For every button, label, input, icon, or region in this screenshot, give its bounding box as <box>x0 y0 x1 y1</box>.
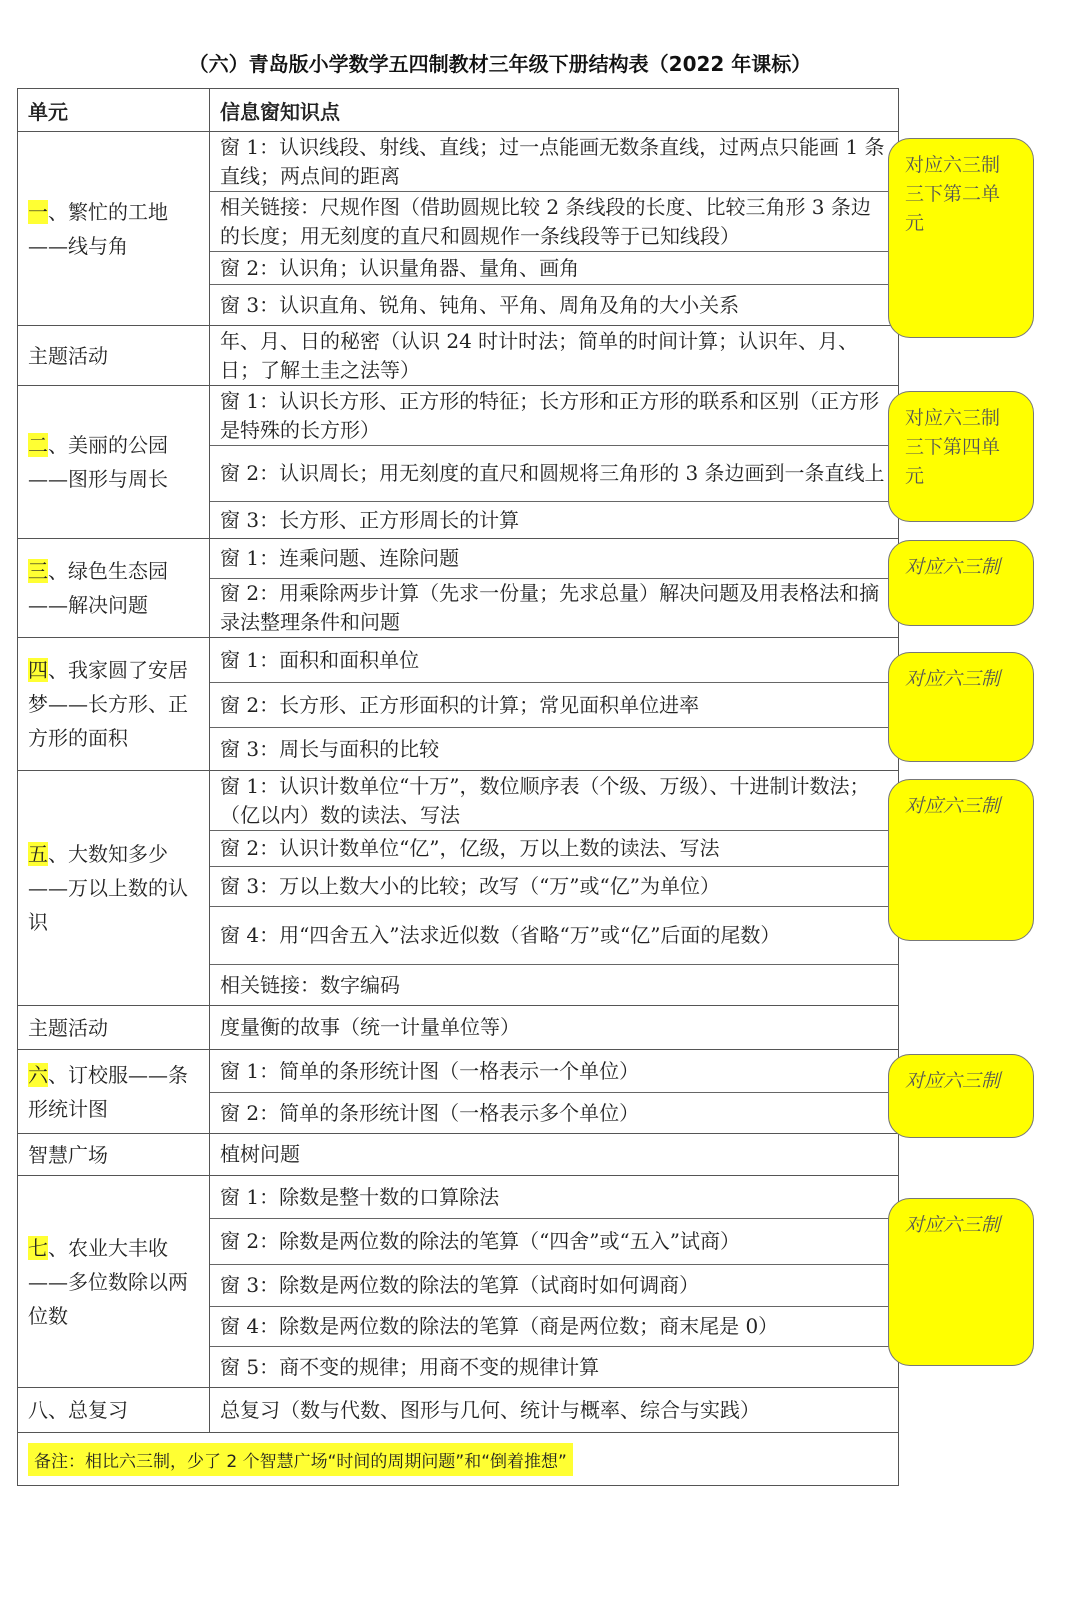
table-row <box>18 132 898 326</box>
unit-title: 主题活动 <box>28 1015 108 1040</box>
table-row <box>18 1388 898 1433</box>
unit-title: 八、总复习 <box>28 1398 128 1422</box>
remark-row <box>18 1433 898 1485</box>
knowledge-item: 窗 3：除数是两位数的除法的笔算（试商时如何调商） <box>210 1265 898 1307</box>
page-title: （六）青岛版小学数学五四制教材三年级下册结构表（2022 年课标） <box>188 52 812 76</box>
knowledge-item: 窗 3：周长与面积的比较 <box>220 736 440 761</box>
knowledge-list <box>210 132 898 325</box>
sticky-note: 对应六三制 <box>888 779 1034 941</box>
unit-name <box>18 1006 210 1049</box>
knowledge-item: 度量衡的故事（统一计量单位等） <box>220 1015 520 1039</box>
knowledge-item: 窗 1：面积和面积单位 <box>210 638 898 683</box>
unit-number: 七 <box>28 1235 48 1260</box>
table-row <box>18 539 898 638</box>
sticky-note: 对应六三制三下第四单元 <box>888 391 1034 522</box>
knowledge-item: 窗 2：认识周长；用无刻度的直尺和圆规将三角形的 3 条边画到一条直线上 <box>210 446 898 502</box>
unit-name <box>18 386 210 538</box>
unit-name <box>18 326 210 385</box>
unit-title: 、美丽的公园——图形与周长 <box>28 433 168 491</box>
table-row <box>18 1006 898 1050</box>
table-row <box>18 1176 898 1388</box>
unit-title: 智慧广场 <box>28 1142 108 1167</box>
unit-name-text <box>28 1393 203 1427</box>
unit-name-text <box>28 1011 203 1045</box>
unit-name-text <box>28 1058 203 1126</box>
table-row <box>18 1050 898 1134</box>
knowledge-item: 窗 2：长方形、正方形面积的计算；常见面积单位进率 <box>210 683 898 728</box>
unit-name <box>18 1176 210 1387</box>
knowledge-item: 窗 1：认识线段、射线、直线；过一点能画无数条直线，过两点只能画 1 条直线；两点间的距离 <box>210 132 898 192</box>
table-row <box>18 1134 898 1176</box>
unit-name <box>18 539 210 637</box>
unit-title: 、繁忙的工地——线与角 <box>28 199 168 258</box>
knowledge-list <box>210 386 898 538</box>
knowledge-list <box>210 539 898 637</box>
knowledge-item: 窗 2：除数是两位数的除法的笔算（“四舍”或“五入”试商） <box>210 1219 898 1265</box>
sticky-note: 对应六三制三下第二单元 <box>888 138 1034 338</box>
knowledge-item: 窗 4：除数是两位数的除法的笔算（商是两位数；商末尾是 0） <box>210 1307 898 1347</box>
remark-text: 备注：相比六三制，少了 2 个智慧广场“时间的周期问题”和“倒着推想” <box>28 1443 573 1476</box>
knowledge-item: 窗 1：连乘问题、连除问题 <box>210 539 898 579</box>
knowledge-list <box>210 771 898 1005</box>
sticky-note: 对应六三制 <box>888 1054 1034 1138</box>
knowledge-item: 相关链接：尺规作图（借助圆规比较 2 条线段的长度、比较三角形 3 条边的长度；用无刻度的直尺和圆规作一条线段等于已知线段） <box>210 192 898 252</box>
knowledge-item: 相关链接：数字编码 <box>220 972 400 997</box>
knowledge-item: 窗 1：简单的条形统计图（一格表示一个单位） <box>210 1050 898 1093</box>
units-body <box>18 132 898 1433</box>
unit-title: 、农业大丰收——多位数除以两位数 <box>28 1235 188 1328</box>
unit-name <box>18 771 210 1005</box>
unit-name-text <box>28 339 203 373</box>
unit-number: 四 <box>28 658 48 682</box>
unit-name-text <box>28 428 203 496</box>
unit-title: 、大数知多少——万以上数的认识 <box>28 842 188 934</box>
knowledge-list <box>210 326 898 385</box>
table-header <box>18 89 898 132</box>
unit-name <box>18 1388 210 1432</box>
unit-name <box>18 1050 210 1133</box>
knowledge-item: 窗 2：认识计数单位“亿”，亿级，万以上数的读法、写法 <box>210 831 898 867</box>
knowledge-item: 窗 2：认识角；认识量角器、量角、画角 <box>210 252 898 285</box>
table-row <box>18 771 898 1006</box>
knowledge-item: 窗 3：万以上数大小的比较；改写（“万”或“亿”为单位） <box>210 867 898 907</box>
unit-number: 三 <box>28 559 48 583</box>
unit-name-text <box>28 1138 203 1172</box>
table-row <box>18 326 898 386</box>
sticky-note: 对应六三制 <box>888 1198 1034 1366</box>
table-row <box>18 638 898 771</box>
knowledge-list <box>210 1388 898 1432</box>
knowledge-item: 窗 3：长方形、正方形周长的计算 <box>220 507 520 532</box>
knowledge-item: 窗 5：商不变的规律；用商不变的规律计算 <box>220 1354 600 1379</box>
unit-title: 主题活动 <box>28 343 108 368</box>
unit-name <box>18 1134 210 1175</box>
knowledge-list <box>210 1006 898 1049</box>
sticky-note: 对应六三制 <box>888 652 1034 762</box>
unit-title: 、我家圆了安居梦——长方形、正方形的面积 <box>28 658 188 750</box>
knowledge-list <box>210 1176 898 1387</box>
unit-number: 二 <box>28 433 48 457</box>
unit-name-text <box>28 554 203 622</box>
knowledge-item: 植树问题 <box>220 1142 300 1166</box>
knowledge-item: 窗 1：除数是整十数的口算除法 <box>210 1176 898 1219</box>
knowledge-item: 窗 2：用乘除两步计算（先求一份量；先求总量）解决问题及用表格法和摘录法整理条件和问题 <box>220 581 880 634</box>
unit-name-text <box>28 653 203 755</box>
unit-title: 、绿色生态园——解决问题 <box>28 559 168 617</box>
knowledge-item: 窗 3：认识直角、锐角、钝角、平角、周角及角的大小关系 <box>220 292 740 317</box>
unit-name <box>18 132 210 325</box>
knowledge-item: 窗 2：简单的条形统计图（一格表示多个单位） <box>220 1100 640 1125</box>
unit-number: 六 <box>28 1062 48 1087</box>
table-row <box>18 386 898 539</box>
knowledge-list <box>210 1134 898 1175</box>
knowledge-item: 总复习（数与代数、图形与几何、统计与概率、综合与实践） <box>220 1397 760 1422</box>
knowledge-list <box>210 638 898 770</box>
unit-name <box>18 638 210 770</box>
knowledge-list <box>210 1050 898 1133</box>
unit-number: 一 <box>28 199 48 224</box>
knowledge-item: 年、月、日的秘密（认识 24 时计时法；简单的时间计算；认识年、月、日；了解土圭之法等） <box>220 328 859 382</box>
header-unit: 单元 <box>18 89 210 131</box>
unit-name-text <box>28 837 203 939</box>
unit-title: 、订校服——条形统计图 <box>28 1062 188 1121</box>
structure-table <box>17 88 899 1486</box>
knowledge-item: 窗 1：认识长方形、正方形的特征；长方形和正方形的联系和区别（正方形是特殊的长方形） <box>210 386 898 446</box>
unit-number: 五 <box>28 842 48 866</box>
header-knowledge: 信息窗知识点 <box>220 99 340 124</box>
sticky-note: 对应六三制 <box>888 540 1034 626</box>
knowledge-item: 窗 4：用“四舍五入”法求近似数（省略“万”或“亿”后面的尾数） <box>210 907 898 965</box>
knowledge-item: 窗 1：认识计数单位“十万”，数位顺序表（个级、万级）、十进制计数法；（亿以内）数的读法、写法 <box>210 771 898 831</box>
unit-name-text <box>28 1231 203 1333</box>
unit-name-text <box>28 195 203 263</box>
